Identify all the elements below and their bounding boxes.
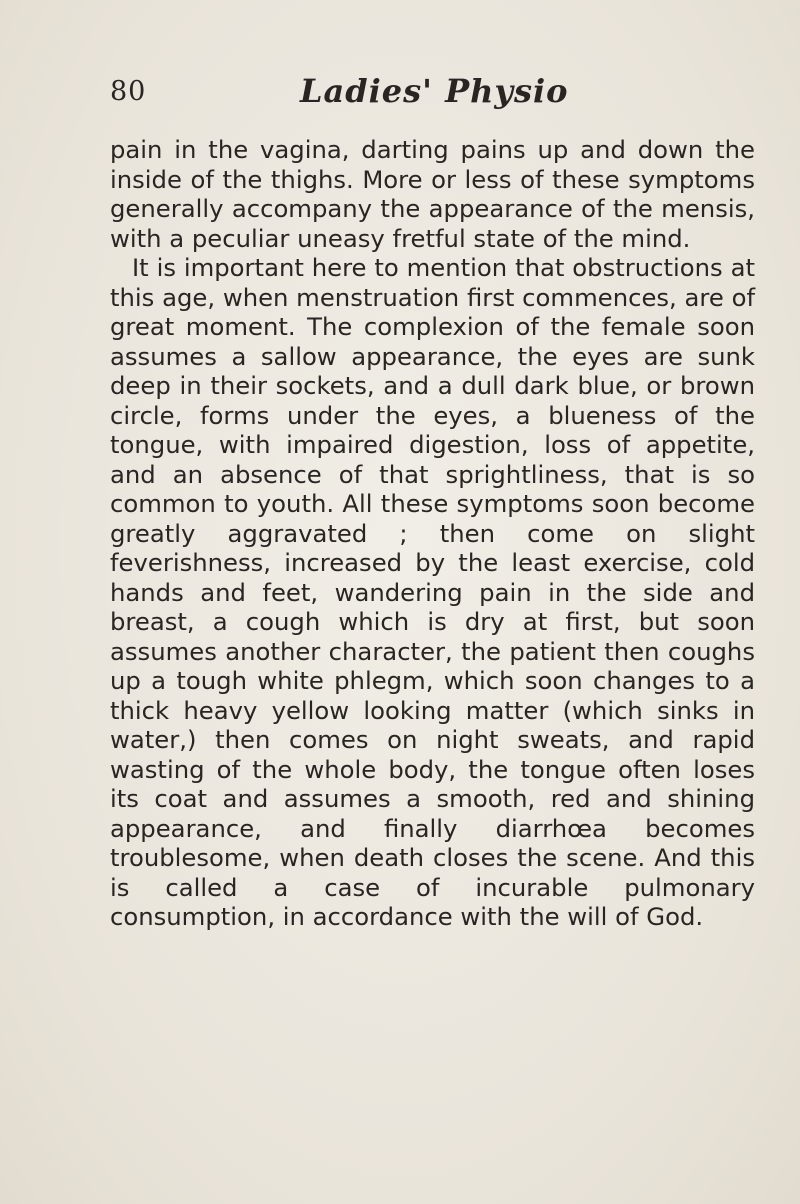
running-title: Ladies' Physio: [300, 72, 569, 110]
body-text: [110, 135, 755, 932]
page-header: [110, 72, 750, 126]
page-number: 80: [110, 76, 147, 107]
paragraph: pain in the vagina, darting pains up and down the inside of the thighs. More or less of these symptoms generally accompany the appearance of the mensis, with a peculiar uneasy fretful state of the mind.: [110, 135, 755, 253]
paragraph: It is important here to mention that obstructions at this age, when menstruation first commences, are of great moment. The complexion of the female soon assumes a sallow appearance, the eyes are sunk deep in their sockets, and a dull dark blue, or brown circle, forms under the eyes, a blueness of the tongue, with impaired digestion, loss of appetite, and an absence of that sprightliness, that is so common to youth. All these symptoms soon become greatly aggravated ; then come on slight feverishness, increased by the least exercise, cold hands and feet, wandering pain in the side and breast, a cough which is dry at first, but soon assumes another character, the patient then coughs up a tough white phlegm, which soon changes to a thick heavy yellow looking matter (which sinks in water,) then comes on night sweats, and rapid wasting of the whole body, the tongue often loses its coat and assumes a smooth, red and shining appearance, and finally diarrhœa becomes troublesome, when death closes the scene. And this is called a case of incurable pulmonary consumption, in accordance with the will of God.: [110, 253, 755, 931]
